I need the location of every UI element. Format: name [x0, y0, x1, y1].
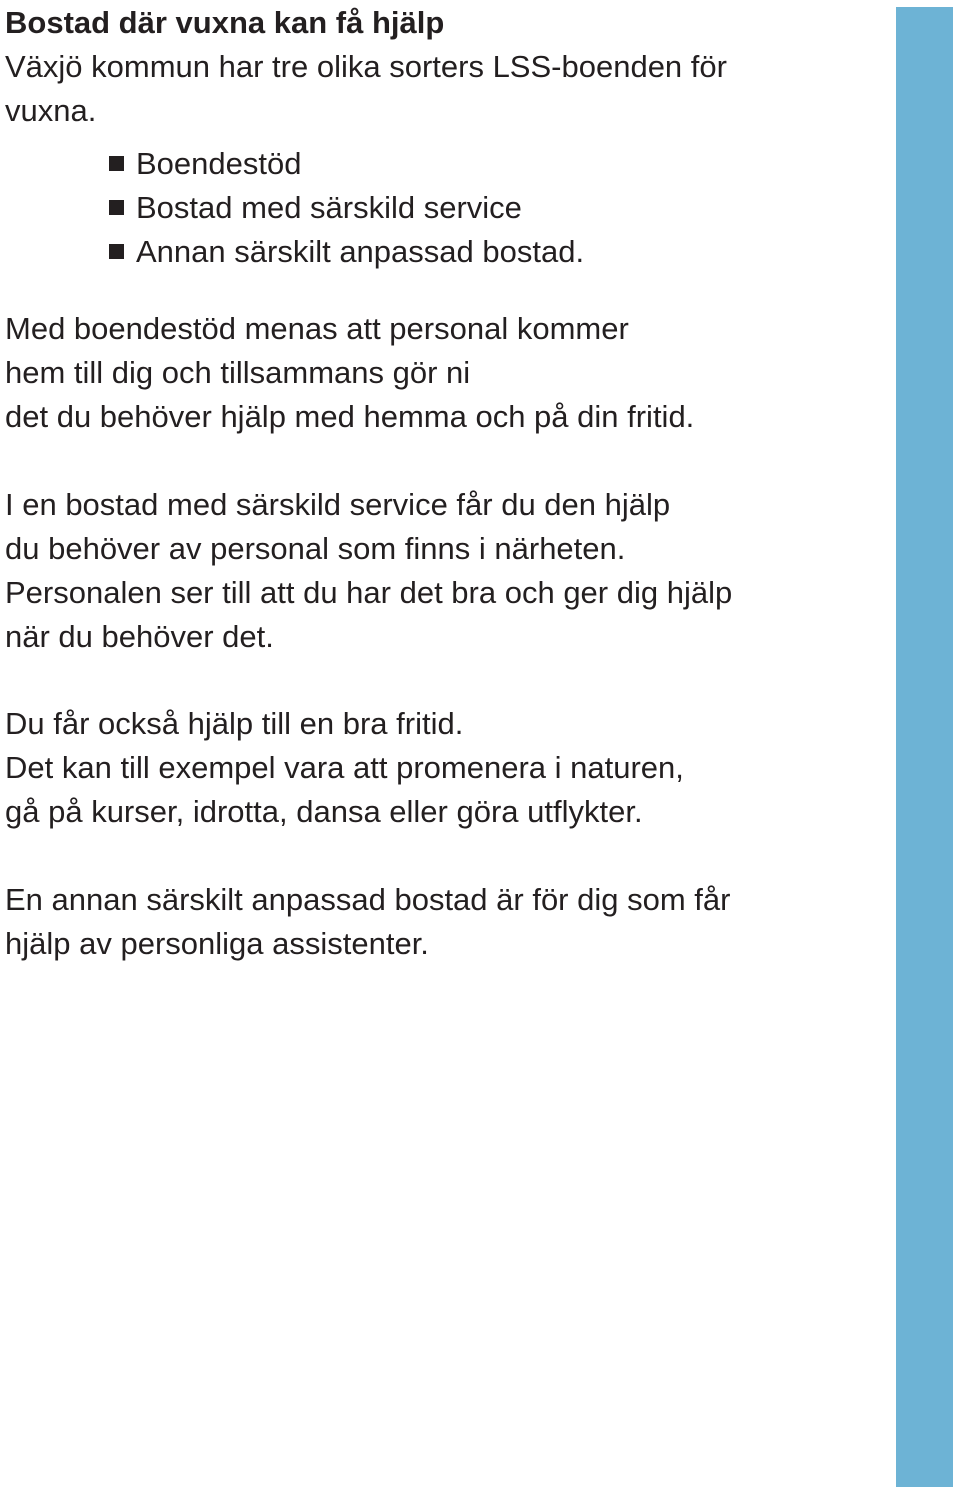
- list-item: [109, 142, 885, 186]
- list-item-label: Bostad med särskild service: [136, 190, 522, 225]
- square-bullet-icon: [109, 156, 124, 171]
- paragraph-boendestod: Med boendestöd menas att personal kommer hem till dig och tillsammans gör ni det du behöver hjälp med hemma och på din fritid.: [5, 311, 695, 434]
- paragraph-anpassad-bostad: En annan särskilt anpassad bostad är för dig som får hjälp av personliga assistenter.: [5, 882, 731, 961]
- list-item: [109, 186, 885, 230]
- housing-types-list: [5, 142, 885, 274]
- list-item: [109, 230, 885, 274]
- intro-paragraph: Växjö kommun har tre olika sorters LSS-boenden för vuxna.: [5, 49, 727, 128]
- paragraph-sarskild-service: I en bostad med särskild service får du den hjälp du behöver av personal som finns i närheten. Personalen ser till att du har det bra och ger dig hjälp när du behöver det.: [5, 487, 733, 654]
- list-item-label: Boendestöd: [136, 146, 302, 181]
- page-title: Bostad där vuxna kan få hjälp: [5, 5, 445, 40]
- paragraph-fritid: Du får också hjälp till en bra fritid. Det kan till exempel vara att promenera i naturen, gå på kurser, idrotta, dansa eller göra utflykter.: [5, 706, 684, 829]
- square-bullet-icon: [109, 200, 124, 215]
- square-bullet-icon: [109, 244, 124, 259]
- list-item-label: Annan särskilt anpassad bostad.: [136, 234, 585, 269]
- side-color-bar: [896, 7, 953, 1487]
- page-content: [5, 0, 885, 966]
